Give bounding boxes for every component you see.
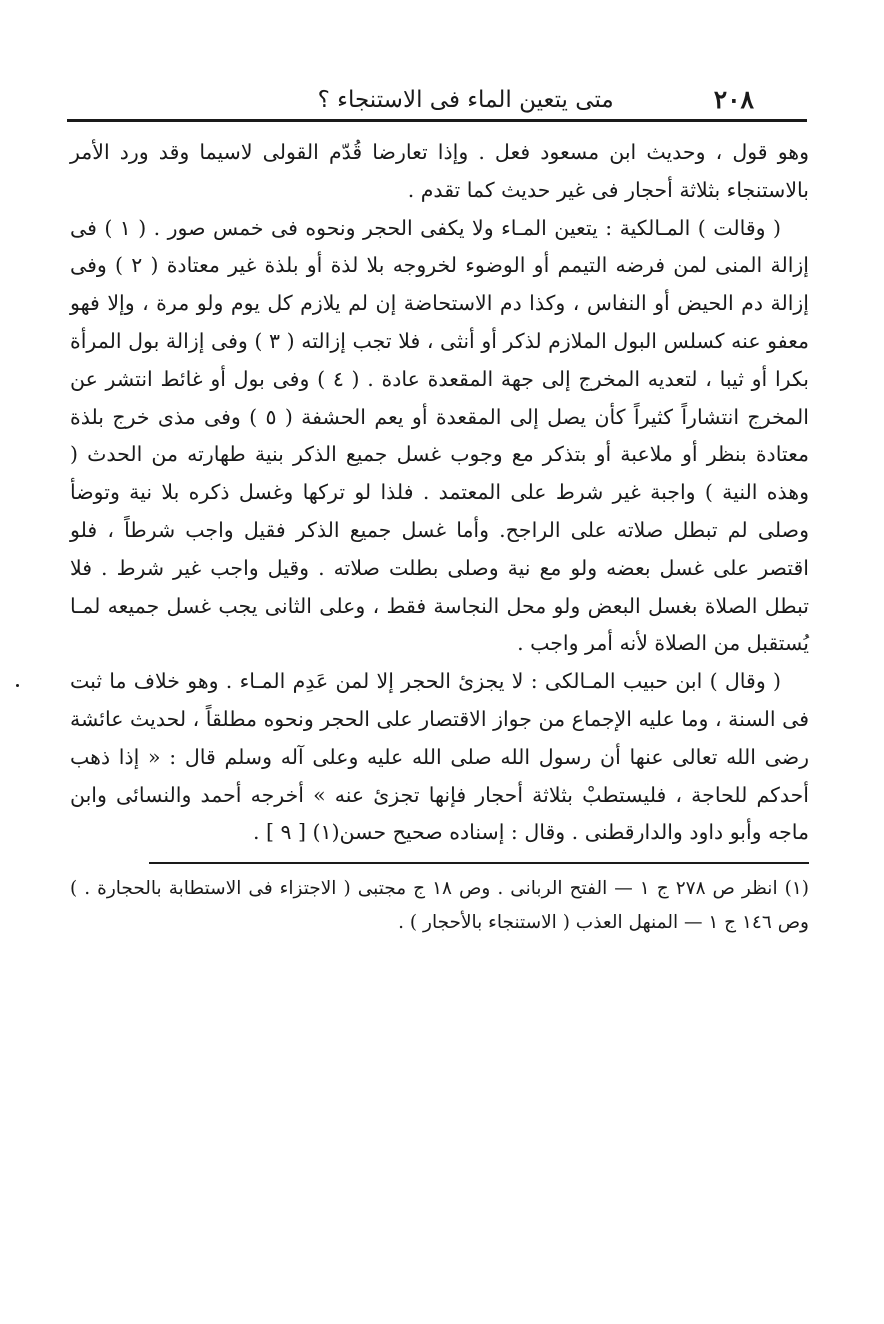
footnotes xyxy=(70,864,809,940)
page-number: ٢٠٨ xyxy=(713,85,754,114)
main-text xyxy=(70,134,809,852)
header-rule xyxy=(67,119,807,122)
footnote-1: (١) انظر ص ٢٧٨ ج ١ — الفتح الربانى . وص ١٨ ج مجتبى ( الاجتزاء فى الاستطابة بالحجارة . ) وص ١٤٦ ج ١ — المنهل العذب ( الاستنجاء بالأحجار ) . xyxy=(70,878,809,934)
page-header xyxy=(70,68,754,112)
margin-mark xyxy=(16,684,19,687)
paragraph-3: ( وقال ) ابن حبيب المـالكى : لا يجزئ الحجر إلا لمن عَدِم المـاء . وهو خلاف ما ثبت فى السنة ، وما عليه الإجماع من جواز الاقتصار على الحجر ونحوه مطلقاً ، لحديث عائشة رضى الله تعالى عنها أن رسول الله صلى الله عليه وعلى آله وسلم قال : « إذا ذهب أحدكم للحاجة ، فليستطبْ بثلاثة أحجار فإنها تجزئ عنه » أخرجه أحمد والنسائى وابن ماجه وأبو داود والدارقطنى . وقال : إسناده صحيح حسن(١) [ ٩ ] . xyxy=(70,669,809,845)
paragraph-2: ( وقالت ) المـالكية : يتعين المـاء ولا يكفى الحجر ونحوه فى خمس صور . ( ١ ) فى إزالة المنى لمن فرضه التيمم أو الوضوء لخروجه بلا لذة أو بلذة غير معتادة ( ٢ ) وفى إزالة دم الحيض أو النفاس ، وكذا دم الاستحاضة إن لم يلازم كل يوم ولو مرة ، وإلا فهو معفو عنه كسلس البول الملازم لذكر أو أنثى ، فلا تجب إزالته ( ٣ ) وفى إزالة بول المرأة بكرا أو ثيبا ، لتعديه المخرج إلى جهة المقعدة عادة . ( ٤ ) وفى بول أو غائط انتشر عن المخرج انتشاراً كثيراً كأن يصل إلى المقعدة أو يعم الحشفة ( ٥ ) وفى مذى خرج بلذة معتادة بنظر أو ملاعبة أو بتذكر مع وجوب غسل جميع الذكر بنية طهارته من الحدث ( وهذه النية ) واجبة غير شرط على المعتمد . فلذا لو تركها وغسل ذكره بلا نية وتوضأ وصلى لم تبطل صلاته على الراجح. وأما غسل جميع الذكر فقيل واجب شرطاً ، فلو اقتصر على غسل بعضه ولو مع نية وصلى بطلت صلاته . وقيل واجب غير شرط . فلا تبطل الصلاة بغسل البعض ولو محل النجاسة فقط ، وعلى الثانى يجب غسل جميعه لمـا يُستقبل من الصلاة لأنه أمر واجب . xyxy=(70,215,810,656)
footnote-rule xyxy=(149,862,809,864)
running-title: متى يتعين الماء فى الاستنجاء ؟ xyxy=(317,87,614,113)
paragraph-1: وهو قول ، وحديث ابن مسعود فعل . وإذا تعارضا قُدّم القولى لاسيما وقد ورد الأمر بالاستنجاء بثلاثة أحجار فى غير حديث كما تقدم . xyxy=(70,140,809,202)
